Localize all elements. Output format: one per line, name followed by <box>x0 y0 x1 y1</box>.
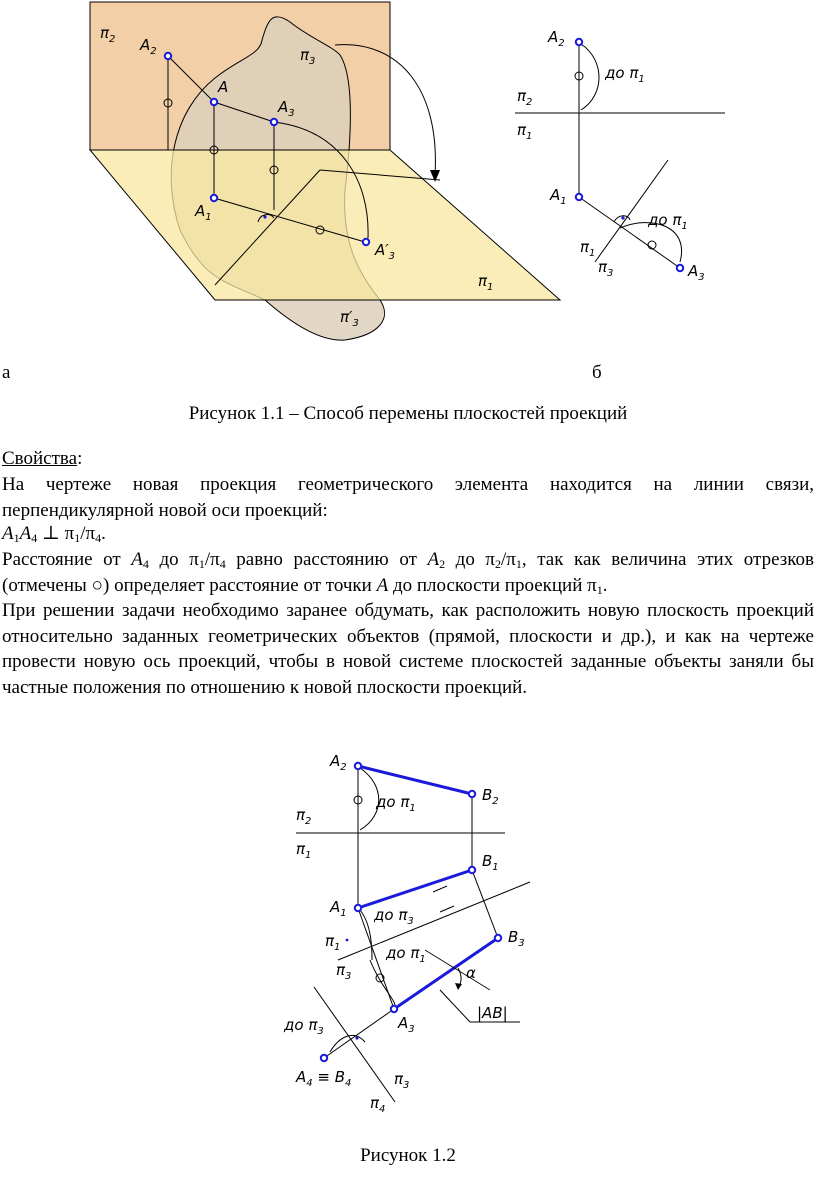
fig2-label-A1: $A_1$ <box>330 898 347 919</box>
fig2-label-pi3b: $\pi_3$ <box>394 1070 410 1091</box>
fig2-label-do-pi3-low: до $\pi_3$ <box>284 1016 324 1037</box>
label-b-do-pi1-top: до $\pi_1$ <box>605 64 645 85</box>
label-b-A1: $A_1$ <box>550 186 567 207</box>
fig2-label-A2: $A_2$ <box>330 752 347 773</box>
fig2-label-pi4: $\pi_4$ <box>370 1094 386 1115</box>
figure-1-1-caption: Рисунок 1.1 – Способ перемены плоскостей проекций <box>188 403 628 424</box>
label-A3-prime: $A'_3$ <box>375 241 396 262</box>
label-A: A <box>218 78 229 96</box>
fig2-label-do-pi1-mid: до $\pi_1$ <box>386 944 426 965</box>
paragraph-solving: При решении задачи необходимо заранее обдумать, как расположить новую плоскость проекций относительно заданных геометрических объектов (прямой, плоскости и др.), и как на чертеже провести новую ось проекций, чтобы в новой системе плоскостей заданные объекты заняли бы частные положения по отношению к новой плоскости проекций. <box>2 600 814 698</box>
label-b-do-pi1-bot: до $\pi_1$ <box>648 211 688 232</box>
fig2-label-do-pi1-top: до $\pi_1$ <box>376 793 416 814</box>
plane-pi1 <box>90 150 560 300</box>
properties-heading: Свойства: <box>2 448 83 469</box>
label-pi2: $\pi_2$ <box>100 24 116 45</box>
fig2-label-pi3: $\pi_3$ <box>336 961 352 982</box>
label-A2: $A_2$ <box>140 36 157 57</box>
fig2-label-B1: $B_1$ <box>482 852 499 873</box>
formula-perpendicular: $A_1A_4$ ⊥ $\pi_1/\pi_4$. <box>2 523 106 545</box>
figure-label-a: а <box>2 362 11 383</box>
fig2-label-pi2: $\pi_2$ <box>296 806 312 827</box>
label-b-pi1: $\pi_1$ <box>517 121 533 142</box>
figure-1-2-caption: Рисунок 1.2 <box>360 1145 456 1166</box>
fig2-label-AB: |AB| <box>477 1004 508 1022</box>
label-b-A2: $A_2$ <box>548 28 565 49</box>
fig2-label-B3: $B_3$ <box>508 928 525 949</box>
fig2-label-pi1: $\pi_1$ <box>296 840 312 861</box>
figure-1-1 <box>0 0 816 400</box>
label-pi3-prime: $\pi'_3$ <box>340 308 359 329</box>
fig2-label-do-pi3: до $\pi_3$ <box>374 906 414 927</box>
label-b-pi3: $\pi_3$ <box>598 258 614 279</box>
fig2-label-B2: $B_2$ <box>482 786 499 807</box>
label-b-A3: $A_3$ <box>688 262 705 283</box>
paragraph-new-projection: На чертеже новая проекция геометрического элемента находится на линии связи, перпендикулярной новой оси проекций: <box>2 474 814 521</box>
fig2-label-alpha: α <box>466 964 476 982</box>
fig2-label-A3: $A_3$ <box>398 1014 415 1035</box>
figure-1-2 <box>0 740 816 1160</box>
label-pi3: $\pi_3$ <box>300 46 316 67</box>
fig2-label-pi1-prime: $\pi_1$ <box>325 932 341 953</box>
fig2-label-A4-B4: $A_4 \equiv B_4$ <box>296 1068 352 1089</box>
label-A3: $A_3$ <box>278 98 295 119</box>
label-b-pi1b: $\pi_1$ <box>580 238 596 259</box>
label-A1: $A_1$ <box>195 202 212 223</box>
paragraph-distance: Расстояние от $A_4$ до $\pi_1/\pi_4$ равно расстоянию от $A_2$ до $\pi_2/\pi_1$, так как величина этих отрезков (отмечены ○) определяет расстояние от точки A до плоскости проекций $\pi_1$. <box>2 549 814 597</box>
label-b-pi2: $\pi_2$ <box>517 87 533 108</box>
label-pi1: $\pi_1$ <box>478 272 494 293</box>
figure-label-b: б <box>592 362 602 383</box>
